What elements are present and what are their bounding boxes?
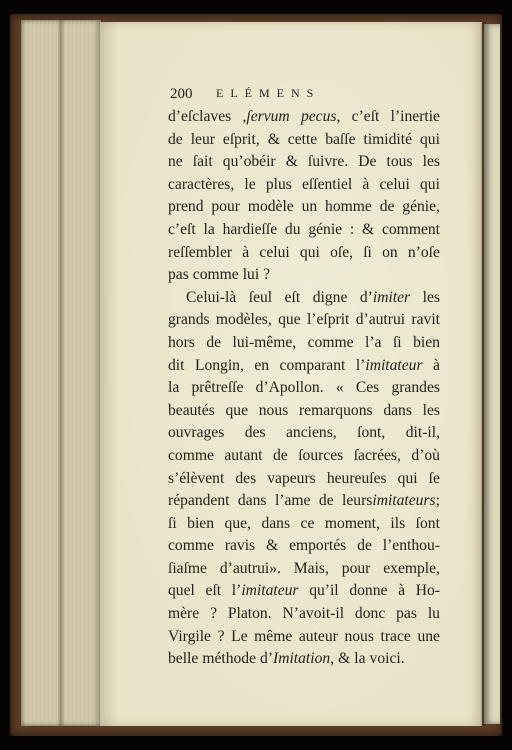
word: la <box>203 220 215 238</box>
word: des <box>244 424 266 442</box>
word: d’Apollon. <box>255 379 324 397</box>
word: l’imitateur <box>231 582 299 600</box>
word: ſacrées, <box>353 446 401 464</box>
word: heureuſes <box>326 469 387 487</box>
word: ſeul <box>248 288 273 306</box>
word: prêtreſſe <box>191 379 244 397</box>
text-line <box>168 332 440 355</box>
word: qui <box>419 130 440 148</box>
word: ſait <box>192 153 213 171</box>
word: comme <box>192 266 239 284</box>
word: d’eſclaves <box>168 108 232 125</box>
word: bien <box>187 514 215 532</box>
body-text <box>168 106 440 671</box>
word: celui <box>259 243 290 261</box>
word: donne <box>349 582 388 600</box>
word: oſe, <box>330 243 354 261</box>
word: génie <box>308 220 343 238</box>
word: comme <box>168 446 214 464</box>
word: qu’obéir <box>222 153 276 171</box>
word: Le <box>231 627 248 645</box>
word: à <box>433 356 440 374</box>
word: anciens, <box>286 424 337 442</box>
word: le <box>244 175 256 193</box>
word: ouvrages <box>168 424 225 442</box>
word: ſi <box>392 333 402 351</box>
word: ſi <box>363 243 372 261</box>
text-line <box>168 422 440 445</box>
text-line <box>168 626 440 649</box>
word: Ho- <box>415 582 440 600</box>
word: pour <box>211 198 240 216</box>
text-line <box>168 129 440 152</box>
text-line <box>168 513 440 536</box>
page-edges-shadow <box>58 20 64 726</box>
word: pecus, <box>300 108 341 125</box>
word: d’où <box>411 446 440 464</box>
word: & <box>285 153 298 171</box>
word: Platon. <box>227 605 272 623</box>
word: ,ſervum <box>242 108 290 125</box>
word: eſprit, <box>222 130 260 148</box>
word: ne <box>168 153 183 171</box>
text-line <box>168 106 440 129</box>
word: hardieſſe <box>222 220 278 238</box>
word: d’autrui <box>355 311 406 329</box>
word: digne <box>312 288 348 306</box>
word: lu <box>427 605 440 623</box>
word: celui <box>379 175 410 193</box>
word: vapeurs <box>267 469 316 487</box>
word: moment, <box>324 514 380 532</box>
word: nous <box>344 627 374 645</box>
word: auteur <box>298 627 338 645</box>
word: donc <box>354 605 386 623</box>
word: & <box>266 537 279 555</box>
word: plus <box>265 175 292 193</box>
word: ſi <box>168 514 177 532</box>
word: qu’il <box>309 582 339 600</box>
word: eſt <box>284 288 301 306</box>
word: De <box>358 153 377 171</box>
text-line <box>168 355 440 378</box>
text-line <box>168 580 440 603</box>
word: hors <box>168 333 195 351</box>
word: remarquons <box>298 401 373 419</box>
text-line <box>168 648 440 671</box>
word: d’autrui». <box>219 559 281 577</box>
word: grands <box>168 311 210 329</box>
word: Mais, <box>293 559 329 577</box>
word: c’eſt <box>168 220 196 238</box>
word: leur <box>190 130 215 148</box>
word: l’a <box>365 333 382 351</box>
word: nous <box>258 401 289 419</box>
word: lui <box>242 266 260 284</box>
word: cette <box>287 130 318 148</box>
text-line <box>168 151 440 174</box>
text-line <box>168 377 440 400</box>
word: bien <box>413 333 440 351</box>
word: l’imitateur <box>355 356 423 374</box>
word: des <box>235 469 257 487</box>
word: ravit <box>411 311 440 329</box>
word: de <box>379 198 395 216</box>
word: ſont, <box>357 424 386 442</box>
text-line <box>168 264 440 287</box>
text-line <box>168 287 440 310</box>
word: mère <box>168 605 200 623</box>
word: comparant <box>279 356 346 374</box>
word: caractères, <box>168 175 235 193</box>
text-line <box>168 445 440 468</box>
text-line <box>168 196 440 219</box>
word: Longin, <box>194 356 244 374</box>
word: qui <box>419 175 440 193</box>
word: reſſembler <box>168 243 233 261</box>
word: voici. <box>369 650 405 668</box>
word: dans <box>261 514 291 532</box>
word: baſſe <box>325 130 356 148</box>
word: belle <box>168 650 199 668</box>
word: autant <box>224 446 263 464</box>
word: de <box>318 492 334 510</box>
word: qui <box>397 469 418 487</box>
word: beautés <box>168 401 215 419</box>
word: ſiaſme <box>168 559 207 577</box>
word: les <box>422 288 440 306</box>
word: que <box>278 311 301 329</box>
word: grandes <box>391 379 440 397</box>
word: Virgile <box>168 627 211 645</box>
word: les <box>422 153 440 171</box>
word: de <box>206 333 222 351</box>
word: dans <box>383 401 412 419</box>
word: d’imiter <box>359 288 411 306</box>
word: génie, <box>402 198 440 216</box>
word: prend <box>168 198 204 216</box>
text-line <box>168 468 440 491</box>
word: l’eſprit <box>306 311 350 329</box>
text-line <box>168 174 440 197</box>
word: & <box>338 650 351 668</box>
word: qui <box>299 243 320 261</box>
word: ſources <box>298 446 344 464</box>
facing-page-sliver <box>484 24 500 724</box>
word: l’enthou- <box>382 537 440 555</box>
word: Celui-là <box>186 288 237 306</box>
page-header <box>0 0 512 120</box>
word: lui-même, <box>232 333 297 351</box>
word: dit <box>168 356 185 374</box>
word: tous <box>386 153 413 171</box>
running-head: ELÉMENS <box>216 86 321 100</box>
word: même <box>254 627 293 645</box>
word: les <box>422 401 440 419</box>
word: eſſentiel <box>302 175 353 193</box>
word: n’oſe <box>407 243 440 261</box>
word: « <box>335 379 344 397</box>
word: de <box>357 537 372 555</box>
word: en <box>254 356 270 374</box>
word: que, <box>224 514 251 532</box>
word: méthode <box>202 650 257 668</box>
word: ſuivre. <box>307 153 349 171</box>
word: ? <box>263 266 271 284</box>
word: N’avoit-il <box>282 605 345 623</box>
word: ? <box>217 627 225 645</box>
word: l’ame <box>274 492 311 510</box>
word: timidité <box>363 130 412 148</box>
word: l’inertie <box>390 108 440 125</box>
word: comme <box>307 333 354 351</box>
text-line <box>168 309 440 332</box>
text-line <box>168 558 440 581</box>
word: à <box>398 582 406 600</box>
word: de <box>168 130 183 148</box>
word: un <box>301 198 318 216</box>
word: & <box>267 130 280 148</box>
word: dit-il, <box>405 424 440 442</box>
word: leursimitateurs; <box>342 492 440 510</box>
word: emportés <box>289 537 347 555</box>
word: à <box>242 243 250 261</box>
word: ſe <box>428 469 440 487</box>
word: on <box>382 243 398 261</box>
word: la <box>354 650 366 668</box>
word: pour <box>341 559 371 577</box>
word: répandent <box>168 492 230 510</box>
word: exemple, <box>383 559 440 577</box>
text-line <box>168 490 440 513</box>
word: c’eſt <box>351 108 380 125</box>
word: de <box>272 446 288 464</box>
word: ils <box>390 514 406 532</box>
word: : <box>349 220 355 238</box>
word: à <box>362 175 370 193</box>
word: que <box>225 401 249 419</box>
word: Ces <box>355 379 380 397</box>
word: & <box>362 220 375 238</box>
word: modèles, <box>215 311 272 329</box>
word: pas <box>168 266 189 284</box>
word: comment <box>381 220 440 238</box>
word: ravis <box>224 537 256 555</box>
word: homme <box>325 198 372 216</box>
word: eſt <box>205 582 222 600</box>
word: quel <box>168 582 195 600</box>
word: ſont <box>415 514 440 532</box>
word: s’élèvent <box>168 469 225 487</box>
word: d’Imitation, <box>260 650 335 668</box>
word: ce <box>300 514 315 532</box>
word: trace <box>380 627 411 645</box>
word: du <box>284 220 301 238</box>
text-line <box>168 603 440 626</box>
word: modèle <box>247 198 294 216</box>
word: ? <box>210 605 217 623</box>
word: une <box>417 627 440 645</box>
text-line <box>168 242 440 265</box>
page-number: 200 <box>170 86 193 102</box>
word: comme <box>168 537 214 555</box>
word: pas <box>396 605 417 623</box>
text-line <box>168 219 440 242</box>
text-line <box>168 400 440 423</box>
word: dans <box>237 492 267 510</box>
word: la <box>168 379 180 397</box>
text-line <box>168 535 440 558</box>
